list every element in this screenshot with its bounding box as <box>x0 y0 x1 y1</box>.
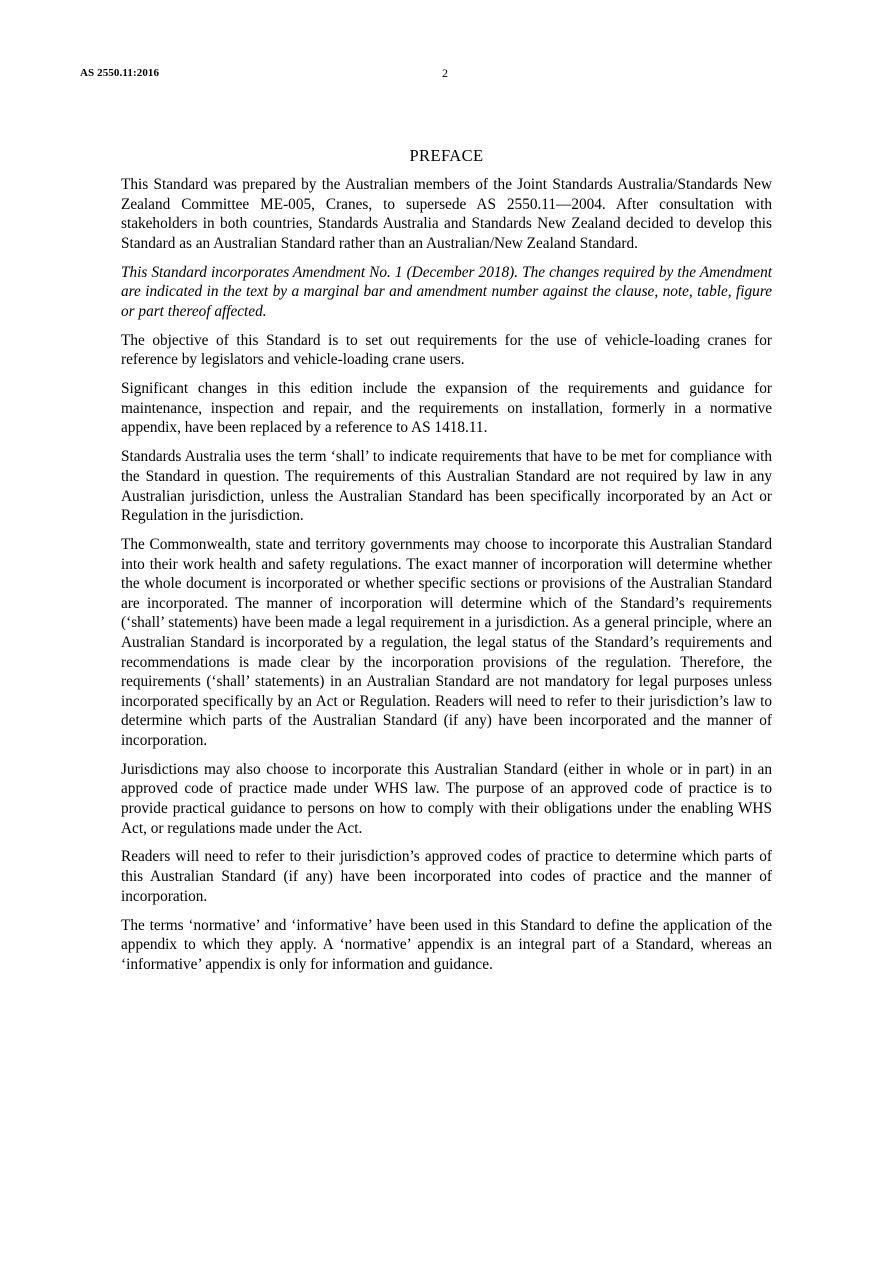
document-identifier: AS 2550.11:2016 <box>80 67 160 79</box>
page-number: 2 <box>442 66 448 80</box>
paragraph-approved-codes: Readers will need to refer to their jurisdiction’s approved codes of practice to determine which parts of this Australian Standard (if any) have been incorporated into codes of practice and the manner of incorporation. <box>121 848 772 905</box>
preface-section <box>121 146 772 984</box>
paragraph-government-incorporation: The Commonwealth, state and territory governments may choose to incorporate this Australian Standard into their work health and safety regulations. The exact manner of incorporation will determine whether the whole document is incorporated or whether specific sections or provisions of the Australian Standard are incorporated. The manner of incorporation will determine which of the Standard’s requirements (‘shall’ statements) have been made a legal requirement in a jurisdiction. As a general principle, where an Australian Standard is incorporated by a regulation, the legal status of the Standard’s requirements and recommendations is made clear by the incorporation provisions of the regulation. Therefore, the requirements (‘shall’ statements) in an Australian Standard are not mandatory for legal purposes unless incorporated specifically by an Act or Regulation. Readers will need to refer to their jurisdiction’s law to determine which parts of the Australian Standard (if any) have been incorporated and the manner of incorporation. <box>121 535 772 749</box>
paragraph-objective: The objective of this Standard is to set out requirements for the use of vehicle-loading cranes for reference by legislators and vehicle-loading crane users. <box>121 331 772 369</box>
paragraph-code-of-practice: Jurisdictions may also choose to incorporate this Australian Standard (either in whole or in part) in an approved code of practice made under WHS law. The purpose of an approved code of practice is to provide practical guidance to persons on how to comply with their obligations under the enabling WHS Act, or regulations made under the Act. <box>121 760 772 837</box>
paragraph-amendment-note: This Standard incorporates Amendment No. 1 (December 2018). The changes required by the Amendment are indicated in the text by a marginal bar and amendment number against the clause, note, table, figure or part thereof affected. <box>121 263 772 320</box>
paragraph-normative-informative: The terms ‘normative’ and ‘informative’ have been used in this Standard to define the application of the appendix to which they apply. A ‘normative’ appendix is an integral part of a Standard, whereas an ‘informative’ appendix is only for information and guidance. <box>121 916 772 973</box>
paragraph-significant-changes: Significant changes in this edition include the expansion of the requirements and guidance for maintenance, inspection and repair, and the requirements on installation, formerly in a normative appendix, have been replaced by a reference to AS 1418.11. <box>121 380 772 437</box>
preface-title: PREFACE <box>409 146 484 165</box>
paragraph-preparation: This Standard was prepared by the Australian members of the Joint Standards Australia/Standards New Zealand Committee ME-005, Cranes, to supersede AS 2550.11—2004. After consultation with stakeholders in both countries, Standards Australia and Standards New Zealand decided to develop this Standard as an Australian Standard rather than an Australian/New Zealand Standard. <box>121 176 772 252</box>
paragraph-shall-term: Standards Australia uses the term ‘shall’ to indicate requirements that have to be met for compliance with the Standard in question. The requirements of this Australian Standard are not required by law in any Australian jurisdiction, unless the Australian Standard has been specifically incorporated by an Act or Regulation in the jurisdiction. <box>121 448 772 525</box>
